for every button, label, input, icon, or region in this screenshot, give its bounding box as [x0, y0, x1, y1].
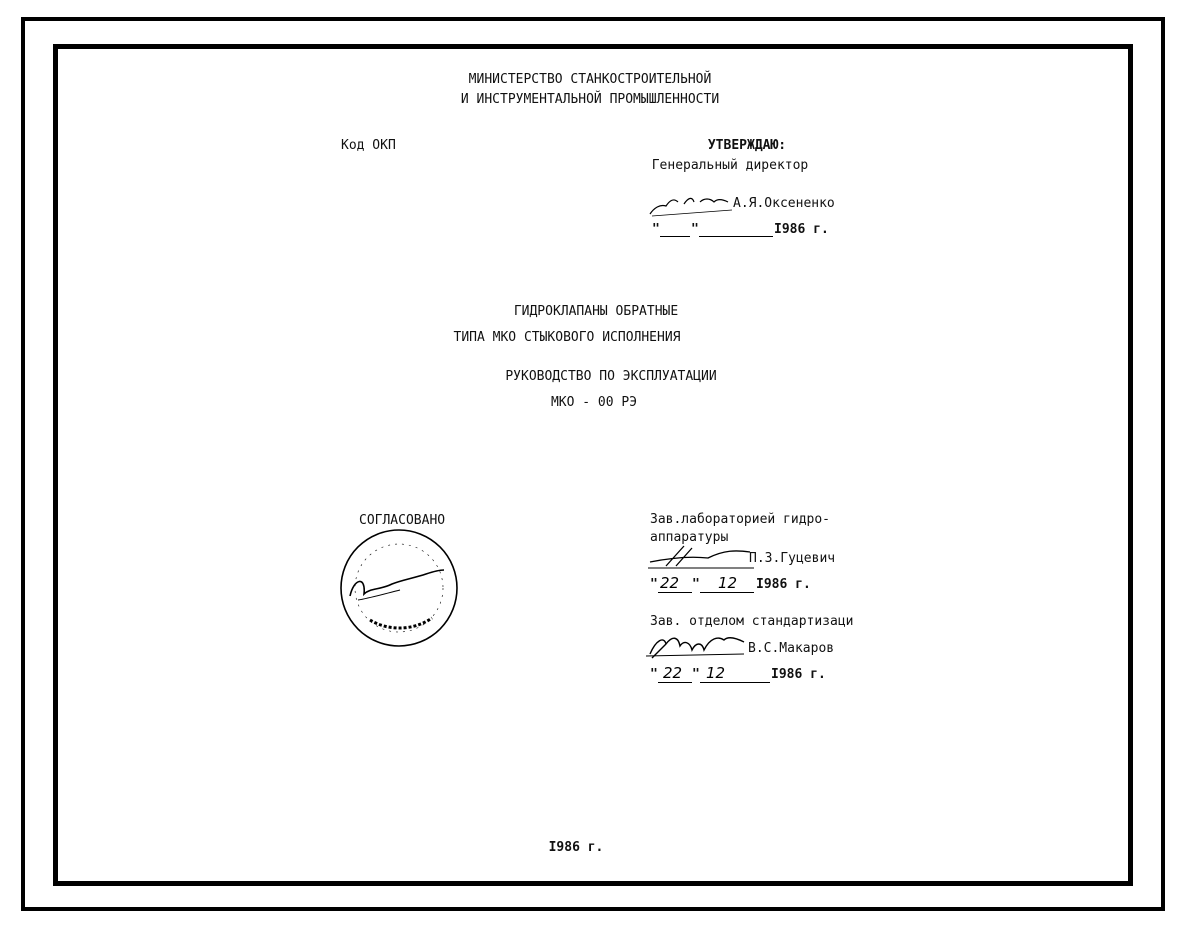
director-name: А.Я.Оксененко — [733, 196, 835, 211]
signatory-2-month: 12 — [706, 664, 726, 682]
document-subtitle: РУКОВОДСТВО ПО ЭКСПЛУАТАЦИИ — [505, 369, 717, 384]
signatory-2-name: В.С.Макаров — [748, 641, 835, 656]
approval-title: УТВЕРЖДАЮ: — [707, 138, 787, 153]
signatory-2-date-quote-mid: " — [692, 667, 700, 682]
document-code: МКО - 00 РЭ — [550, 395, 638, 410]
signatory-1-day-underline — [658, 592, 692, 593]
signatory-1-month-underline — [700, 592, 754, 593]
agreed-label: СОГЛАСОВАНО — [359, 513, 446, 528]
signatory-2-position-line-1: Зав. отделом стандартизаци — [650, 614, 854, 629]
signatory-1-position-line-1: Зав.лабораторией гидро- — [650, 512, 831, 527]
signatory-1-signature — [646, 542, 756, 570]
approval-date-quote-mid: " — [691, 222, 699, 237]
approval-month-blank — [699, 236, 773, 237]
signatory-1-month: 12 — [718, 574, 738, 592]
ministry-line-2: И ИНСТРУМЕНТАЛЬНОЙ ПРОМЫШЛЕННОСТИ — [460, 92, 720, 107]
signatory-1-date-quote-open: " — [650, 577, 658, 592]
okp-code-label: Код ОКП — [341, 138, 396, 153]
signatory-1-day: 22 — [660, 574, 680, 592]
signatory-2-month-underline — [700, 682, 770, 683]
footer-year: I986 г. — [548, 840, 604, 855]
inner-frame — [53, 44, 1133, 886]
signatory-1-position-line-2: аппаратуры — [650, 530, 729, 545]
signatory-2-year: I986 г. — [771, 667, 826, 682]
document-title-line-2: ТИПА МКО СТЫКОВОГО ИСПОЛНЕНИЯ — [453, 330, 681, 345]
signatory-1-name: П.З.Гуцевич — [749, 551, 836, 566]
signatory-2-date-quote-open: " — [650, 667, 658, 682]
approval-position: Генеральный директор — [651, 158, 809, 173]
document-title-line-1: ГИДРОКЛАПАНЫ ОБРАТНЫЕ — [513, 304, 679, 319]
signatory-2-signature — [644, 632, 748, 662]
director-signature — [648, 190, 738, 220]
approval-year: I986 г. — [774, 222, 829, 237]
signatory-2-day: 22 — [663, 664, 683, 682]
approval-day-blank — [660, 236, 690, 237]
official-stamp — [340, 528, 460, 648]
signatory-1-date-quote-mid: " — [692, 577, 700, 592]
approval-date-quote-open: " — [652, 222, 660, 237]
signatory-2-day-underline — [658, 682, 692, 683]
signatory-1-year: I986 г. — [756, 577, 811, 592]
ministry-line-1: МИНИСТЕРСТВО СТАНКОСТРОИТЕЛЬНОЙ — [468, 72, 712, 87]
